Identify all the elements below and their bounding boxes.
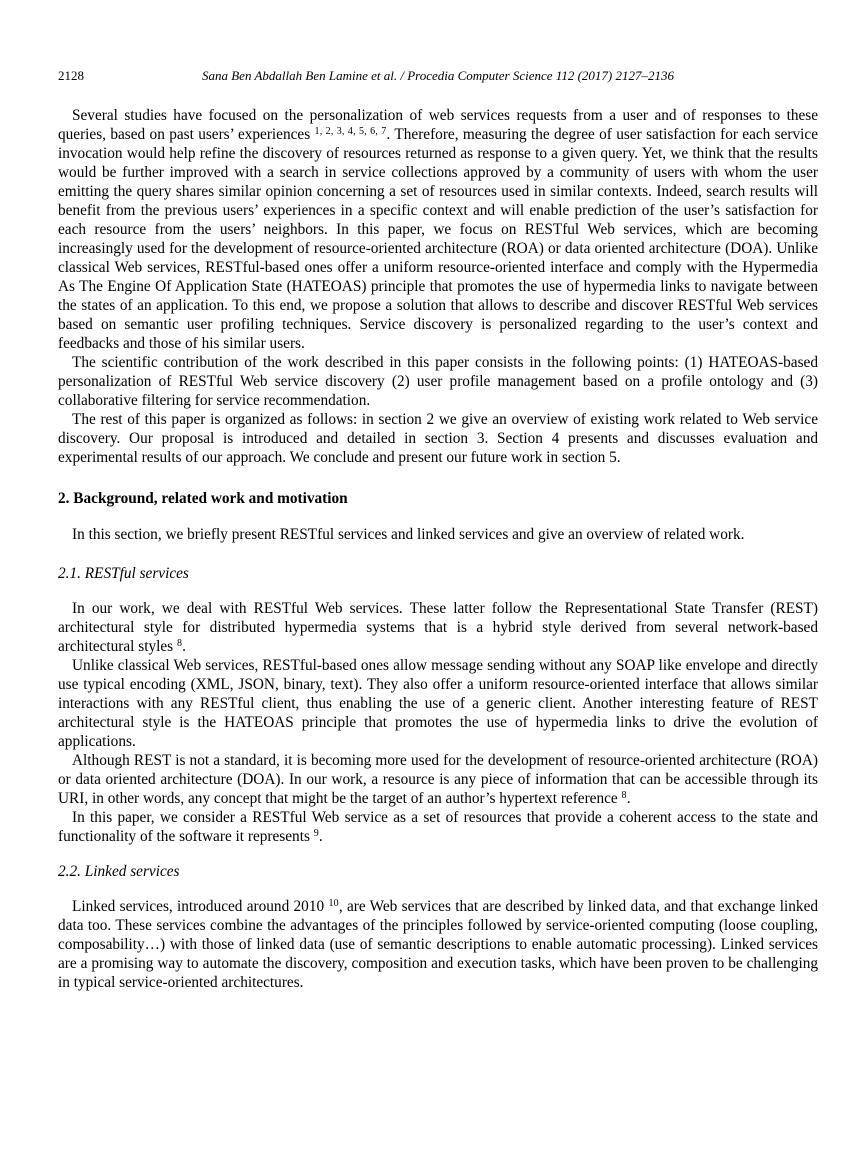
article-body [58, 106, 818, 992]
restful-paragraph-4: In this paper, we consider a RESTful Web service as a set of resources that provide a coherent access to the state and functionality of the software it represents $^9$. [58, 809, 818, 845]
running-head [58, 68, 818, 83]
running-title: Sana Ben Abdallah Ben Lamine et al. / Procedia Computer Science 112 (2017) 2127–2136 [201, 68, 674, 83]
intro-paragraph-2: The scientific contribution of the work described in this paper consists in the following points: (1) HATEOAS-based personalization of RESTful Web service discovery (2) user profile management based on a profile ontology and (3) collaborative filtering for service recommendation. [58, 354, 818, 409]
section-2-heading: 2. Background, related work and motivation [58, 490, 348, 507]
restful-paragraph-1: In our work, we deal with RESTful Web services. These latter follow the Representational State Transfer (REST) architectural style for distributed hypermedia systems that is a hybrid style derived from several network-based architectural styles $^8$. [58, 600, 818, 655]
page-number: 2128 [58, 68, 84, 83]
intro-paragraph-3: The rest of this paper is organized as follows: in section 2 we give an overview of existing work related to Web service discovery. Our proposal is introduced and detailed in section 3. Section 4 presents and discusses evaluation and experimental results of our approach. We conclude and present our future work in section 5. [58, 411, 818, 466]
intro-paragraph-1: Several studies have focused on the personalization of web services requests from a user and of responses to these queries, based on past users’ experiences $^{1, 2, 3, 4, 5, 6, 7}$. Therefore, measuring the degree of user satisfaction for each service invocation would help refine the discovery of resources returned as response to a given query. Yet, we think that the results would be further improved with a search in service collections approved by a community of users with whom the user emitting the query shares similar opinion concerning a set of resources used in similar contexts. Indeed, search results will benefit from the previous users’ experiences in a specific context and will enable prediction of the user’s satisfaction for each resource from the users’ neighbors. In this paper, we focus on RESTful Web services, which are becoming increasingly used for the development of resource-oriented architecture (ROA) or data oriented architecture (DOA). Unlike classical Web services, RESTful-based ones offer a uniform resource-oriented interface and comply with the Hypermedia As The Engine Of Application State (HATEOAS) principle that promotes the use of hypermedia links to navigate between the states of an application. To this end, we propose a solution that allows to describe and discover RESTful Web services based on semantic user profiling techniques. Service discovery is personalized regarding to the user’s context and feedbacks and those of his similar users. [58, 107, 818, 352]
section-2-intro-paragraph: In this section, we briefly present RESTful services and linked services and give an overview of related work. [72, 526, 745, 543]
linked-services-paragraph: Linked services, introduced around 2010 $^{10}$, are Web services that are described by linked data, and that exchange linked data too. These services combine the advantages of the principles followed by service-oriented computing (loose coupling, composability…) with those of linked data (use of semantic descriptions to enable automatic processing). Linked services are a promising way to automate the discovery, composition and execution tasks, which have been proven to be challenging in typical service-oriented architectures. [58, 898, 819, 991]
restful-paragraph-2: Unlike classical Web services, RESTful-based ones allow message sending without any SOAP like envelope and directly use typical encoding (XML, JSON, binary, text). They also offer a uniform resource-oriented interface that allows similar interactions with any RESTful client, thus enabling the use of a generic client. Another interesting feature of REST architectural style is the HATEOAS principle that promotes the use of hypermedia links to drive the evolution of applications. [58, 657, 818, 750]
subsection-2-2-heading: 2.2. Linked services [58, 863, 180, 880]
restful-paragraph-3: Although REST is not a standard, it is becoming more used for the development of resource-oriented architecture (ROA) or data oriented architecture (DOA). In our work, a resource is any piece of information that can be accessible through its URI, in other words, any concept that might be the target of an author’s hypertext reference $^8$. [58, 752, 818, 807]
subsection-2-1-heading: 2.1. RESTful services [58, 565, 189, 582]
